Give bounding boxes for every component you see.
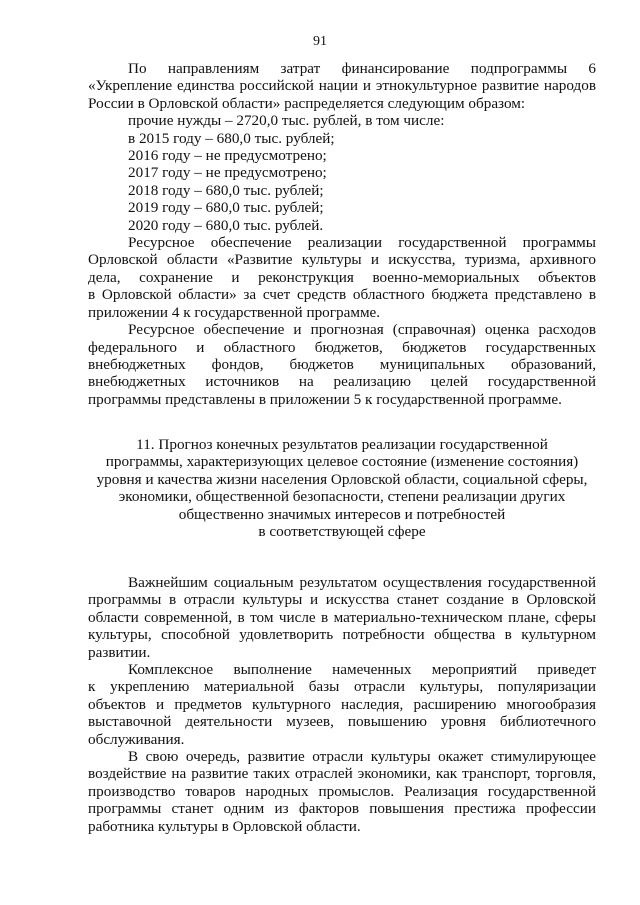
measures-paragraph — [88, 661, 596, 748]
text-line: федерального и областного бюджетов, бюджетов государственных — [88, 338, 596, 356]
text-line: работника культуры в Орловской области. — [88, 817, 361, 835]
heading-line: экономики, общественной безопасности, степени реализации других — [118, 488, 566, 506]
text-line: Ресурсное обеспечение и прогнозная (справочная) оценка расходов — [128, 321, 596, 339]
list-item: 2020 году – 680,0 тыс. рублей. — [128, 216, 324, 234]
text-line: внебюджетных фондов, бюджетов муниципальных образований, — [88, 355, 596, 373]
heading-line: общественно значимых интересов и потребностей — [178, 505, 506, 523]
page-number: 91 — [313, 34, 327, 49]
heading-line: 11. Прогноз конечных результатов реализации государственной — [136, 436, 548, 453]
text-line: Орловской области «Развитие культуры и искусства, туризма, архивного — [88, 251, 596, 269]
heading-line: в соответствующей сфере — [258, 523, 426, 541]
text-line: к укреплению материальной базы отрасли культуры, популяризации — [88, 678, 596, 696]
text-line: Комплексное выполнение намеченных мероприятий приведет — [128, 661, 596, 679]
list-item: прочие нужды – 2720,0 тыс. рублей, в том числе: — [128, 112, 445, 130]
resource-paragraph — [88, 234, 596, 321]
text-line: Ресурсное обеспечение реализации государственной программы — [128, 234, 596, 252]
text-line: программы представлены в приложении 5 к государственной программе. — [88, 390, 562, 408]
text-line: дела, сохранение и реконструкция военно-мемориальных объектов — [88, 268, 596, 286]
text-line: программы в отрасли культуры и искусства станет создание в Орловской — [88, 591, 596, 609]
heading-line: уровня и качества жизни населения Орловской области, социальной сферы, — [96, 470, 588, 488]
financing-list — [88, 112, 596, 234]
forecast-resource-paragraph — [88, 321, 596, 408]
text-line: воздействие на развитие таких отраслей экономики, как транспорт, торговля, — [88, 765, 596, 783]
text-line: объектов и предметов культурного наследия, расширению многообразия — [88, 695, 596, 713]
text-line: в Орловской области» за счет средств областного бюджета представлено в — [88, 286, 596, 304]
text-line: производство товаров народных промыслов. Реализация государственной — [88, 782, 596, 800]
text-line: Важнейшим социальным результатом осуществления государственной — [128, 574, 596, 591]
list-item: 2018 году – 680,0 тыс. рублей; — [128, 181, 324, 199]
text-line: По направлениям затрат финансирование подпрограммы 6 — [128, 60, 596, 77]
impact-paragraph — [88, 748, 596, 835]
text-line: выставочной деятельности музеев, повышению уровня библиотечного — [88, 713, 596, 731]
heading-line: программы, характеризующих целевое состояние (изменение состояния) — [105, 453, 579, 471]
financing-section — [88, 60, 596, 408]
text-line: приложении 4 к государственной программе. — [88, 303, 381, 321]
text-line: обслуживания. — [88, 730, 185, 748]
financing-intro-paragraph — [88, 60, 596, 112]
results-paragraph — [88, 574, 596, 661]
list-item: в 2015 году – 680,0 тыс. рублей; — [128, 129, 335, 147]
text-line: развитии. — [88, 643, 151, 661]
text-line: культуры, способной удовлетворить потребности общества в культурном — [88, 626, 596, 644]
text-line: «Укрепление единства российской нации и этнокультурное развитие народов — [88, 77, 596, 95]
text-line: внебюджетных источников на реализацию целей государственной — [88, 373, 596, 391]
text-line: В свою очередь, развитие отрасли культуры окажет стимулирующее — [128, 748, 596, 766]
text-line: программы станет одним из факторов повышения престижа профессии — [88, 800, 596, 818]
list-item: 2016 году – не предусмотрено; — [128, 147, 327, 165]
section-heading — [88, 436, 596, 540]
text-line: России в Орловской области» распределяется следующим образом: — [88, 94, 526, 112]
list-item: 2019 году – 680,0 тыс. рублей; — [128, 199, 324, 217]
results-section — [88, 574, 596, 835]
text-line: области современной, в том числе в материально-техническом плане, сферы — [88, 608, 596, 626]
list-item: 2017 году – не предусмотрено; — [128, 164, 327, 182]
